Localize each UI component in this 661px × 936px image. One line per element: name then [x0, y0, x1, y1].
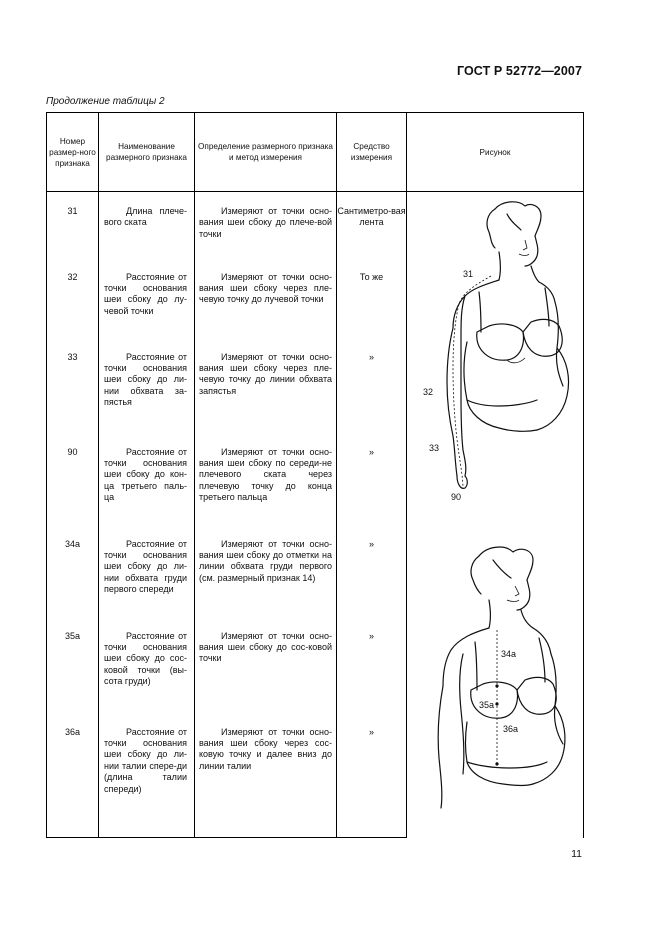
row-tool: » [337, 629, 407, 725]
column-header-tool: Средство измерения [337, 113, 407, 192]
row-name: Длина плече-вого ската [99, 192, 195, 270]
row-name: Расстояние от точки основания шеи сбоку до ли-нии талии спере-ди (длина талии спереди) [99, 725, 195, 838]
table-header-row [47, 113, 584, 192]
label-35a: 35а [479, 700, 495, 710]
row-tool: » [337, 350, 407, 445]
row-number: 35а [47, 629, 99, 725]
row-definition: Измеряют от точки осно-вания шеи сбоку через пле-чевую точку до лучевой точки [195, 270, 337, 350]
row-definition: Измеряют от точки осно-вания шеи сбоку через пле-чевую точку до линии обхвата запястья [195, 350, 337, 445]
row-name: Расстояние от точки основания шеи сбоку до ли-нии обхвата за-пястья [99, 350, 195, 445]
row-tool: » [337, 445, 407, 537]
measurement-table [46, 112, 584, 838]
body-figures [407, 192, 584, 838]
row-name: Расстояние от точки основания шеи сбоку до ли-нии обхвата груди первого спереди [99, 537, 195, 629]
document-code: ГОСТ Р 52772—2007 [456, 64, 582, 78]
row-tool: То же [337, 270, 407, 350]
column-header-name: Наименование размерного признака [99, 113, 195, 192]
table-row [47, 192, 584, 270]
row-definition: Измеряют от точки осно-вания шеи сбоку до отметки на линии обхвата груди первого (см. размерный признак 14) [195, 537, 337, 629]
label-31: 31 [463, 269, 474, 279]
figure-top [423, 202, 569, 502]
label-33: 33 [429, 443, 440, 453]
row-tool: » [337, 537, 407, 629]
row-tool: Сантиметро-вая лента [337, 192, 407, 270]
label-90: 90 [451, 492, 462, 502]
row-definition: Измеряют от точки осно-вания шеи сбоку до сос-ковой точки [195, 629, 337, 725]
row-number: 32 [47, 270, 99, 350]
label-32: 32 [423, 387, 434, 397]
column-header-definition: Определение размерного признака и метод измерения [195, 113, 337, 192]
row-name: Расстояние от точки основания шеи сбоку до сос-ковой точки (вы-сота груди) [99, 629, 195, 725]
label-34a: 34а [501, 649, 517, 659]
row-definition: Измеряют от точки осно-вания шеи сбоку по середи-не плечевого ската через плечевую точку до конца третьего пальца [195, 445, 337, 537]
table-caption: Продолжение таблицы 2 [46, 96, 165, 107]
row-name: Расстояние от точки основания шеи сбоку до лу-чевой точки [99, 270, 195, 350]
label-36a: 36а [503, 724, 519, 734]
figure-bottom [438, 547, 565, 808]
row-number: 90 [47, 445, 99, 537]
row-number: 36а [47, 725, 99, 838]
figure-cell [407, 192, 584, 838]
row-number: 31 [47, 192, 99, 270]
column-header-figure: Рисунок [407, 113, 584, 192]
row-tool: » [337, 725, 407, 838]
row-number: 34а [47, 537, 99, 629]
row-name: Расстояние от точки основания шеи сбоку до кон-ца третьего паль-ца [99, 445, 195, 537]
page-number: 11 [571, 848, 582, 860]
column-header-number: Номер размер-ного признака [47, 113, 99, 192]
row-definition: Измеряют от точки осно-вания шеи сбоку через сос-ковую точку и далее вниз до линии талии [195, 725, 337, 838]
row-number: 33 [47, 350, 99, 445]
row-definition: Измеряют от точки осно-вания шеи сбоку до плече-вой точки [195, 192, 337, 270]
